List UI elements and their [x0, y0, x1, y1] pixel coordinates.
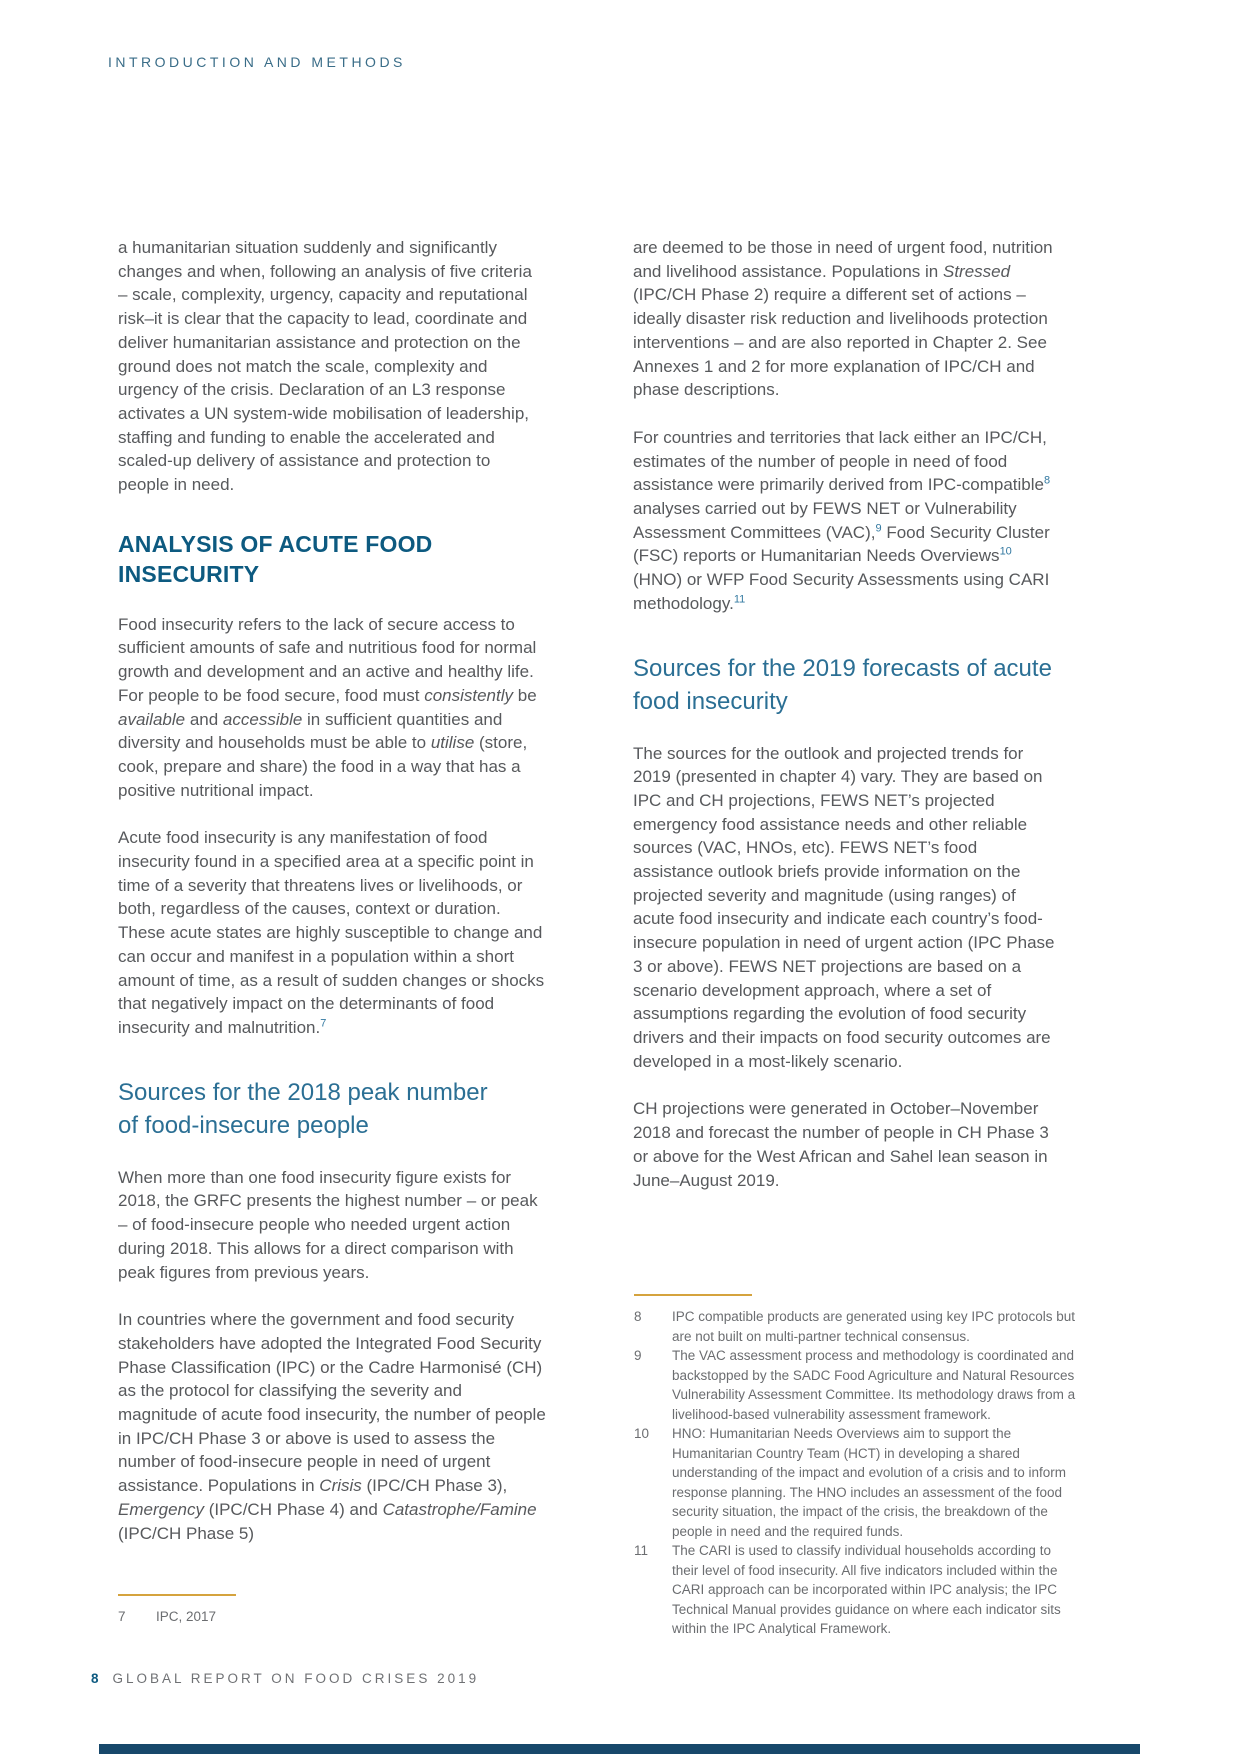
right-column: [633, 236, 1061, 1192]
text-run: are deemed to be those in need of urgent food, nutrition and livelihood assistance. Populations in: [633, 238, 1053, 281]
text-run: utilise: [430, 733, 475, 753]
text-run: (IPC/CH Phase 2) require a different set of actions –ideally disaster risk reduction and livelihoods protection interventions – and are also reported in Chapter 2. See Annexes 1 and 2 for more explanation of IPC/CH and phase descriptions.: [633, 285, 1048, 400]
footnote: [634, 1541, 1076, 1639]
footnote-divider: [118, 1594, 236, 1596]
text-run: INSECURITY: [118, 560, 260, 587]
text-run: of food-insecure people: [118, 1111, 369, 1139]
report-title: GLOBAL REPORT ON FOOD CRISES 2019: [112, 1671, 480, 1686]
footnotes-right: [634, 1294, 1076, 1639]
text-run: (store, cook, prepare and share) the food in a way that has a positive nutritional impact.: [118, 733, 528, 800]
text-run: Food Security Cluster (FSC) reports or Humanitarian Needs Overviews: [633, 522, 1050, 566]
text-run: In countries where the government and food security stakeholders have adopted the Integrated Food Security Phase Classification (IPC) or the Cadre Harmonisé (CH) as the protocol for classifying the severity and magnitude of acute food insecurity, the number of people in IPC/CH Phase 3 or above is used to assess the number of food-insecure people in need of urgent assistance. Populations in: [118, 1310, 546, 1496]
footnote-number: 7: [118, 1609, 126, 1624]
footnote-text: HNO: Humanitarian Needs Overviews aim to support the Humanitarian Country Team (HCT) in developing a shared understanding of the impact and evolution of a crisis and to inform response planning. The HNO includes an assessment of the food security situation, the impact of the crisis, the breakdown of the people in need and the required funds.: [672, 1426, 1066, 1539]
body-paragraph: [118, 236, 546, 497]
text-run: Acute food insecurity is any manifestation of food insecurity found in a specified area at a specific point in time of a severity that threatens lives or livelihoods, or both, regardless of the causes, context or duration. These acute states are highly susceptible to change and can occur and manifest in a population within a short amount of time, as a result of sudden changes or shocks that negatively impact on the determinants of food insecurity and malnutrition.: [118, 828, 545, 1037]
footnote: [118, 1607, 546, 1627]
body-paragraph: [118, 826, 546, 1039]
body-paragraph: [633, 426, 1061, 616]
text-run: (HNO) or WFP Food Security Assessments using CARI methodology.: [633, 570, 1050, 613]
footnote-list: [118, 1607, 546, 1627]
section-kicker: INTRODUCTION AND METHODS: [108, 54, 406, 70]
text-run: CH projections were generated in October–November 2018 and forecast the number of people in CH Phase 3 or above for the West African and Sahel lean season in June–August 2019.: [633, 1099, 1049, 1190]
text-run: a humanitarian situation suddenly and significantly changes and when, following an analysis of five criteria – scale, complexity, urgency, capacity and reputational risk–it is clear that the capacity to lead, coordinate and deliver humanitarian assistance and protection on the ground does not match the scale, complexity and urgency of the crisis. Declaration of an L3 response activates a UN system-wide mobilisation of leadership, staffing and funding to enable the accelerated and scaled-up delivery of assistance and protection to people in need.: [118, 238, 532, 495]
text-run: Food insecurity refers to the lack of secure access to sufficient amounts of safe and nutritious food for normal growth and development and an active and healthy life. For people to be food secure, food must: [118, 614, 537, 705]
footnote-text: The VAC assessment process and methodology is coordinated and backstopped by the SADC Food Agriculture and Natural Resources Vulnerability Assessment Committee. Its methodology draws from a livelihood-based vulnerability assessment framework.: [672, 1348, 1076, 1422]
text-run: (IPC/CH Phase 5): [118, 1523, 255, 1543]
text-run: The sources for the outlook and projected trends for 2019 (presented in chapter 4) vary. They are based on IPC and CH projections, FEWS NET’s projected emergency food assistance needs and other reliable sources (VAC, HNOs, etc). FEWS NET’s food assistance outlook briefs provide information on the projected severity and magnitude (using ranges) of acute food insecurity and indicate each country’s food-insecure population in need of urgent action (IPC Phase 3 or above). FEWS NET projections are based on a scenario development approach, where a set of assumptions regarding the evolution of food security drivers and their impacts on food security outcomes are developed in a most-likely scenario.: [633, 743, 1055, 1071]
text-run: Crisis: [319, 1476, 362, 1496]
footnote-text: The CARI is used to classify individual households according to their level of food insecurity. All five indicators included within the CARI approach can be incorporated within IPC analysis; the IPC Technical Manual provides guidance on where each indicator sits within the IPC Analytical Framework.: [672, 1543, 1061, 1636]
text-run: For countries and territories that lack either an IPC/CH, estimates of the number of people in need of food assistance were primarily derived from IPC-compatible: [633, 427, 1047, 495]
text-run: and: [185, 709, 223, 729]
footnote-number: 10: [634, 1426, 650, 1441]
text-run: Sources for the 2018 peak number: [118, 1078, 488, 1106]
text-run: consistently: [424, 685, 514, 705]
footnote-list: [634, 1307, 1076, 1639]
text-run: Sources for the 2019 forecasts of acute: [633, 654, 1052, 682]
body-paragraph: [633, 1097, 1061, 1192]
text-run: available: [118, 709, 186, 729]
text-run: Emergency: [118, 1499, 204, 1519]
text-run: (IPC/CH Phase 3),: [361, 1476, 508, 1496]
footnote-number: 8: [634, 1309, 642, 1324]
body-paragraph: [633, 236, 1061, 402]
body-paragraph: [118, 1308, 546, 1545]
footnote: [634, 1346, 1076, 1424]
body-paragraph: [118, 613, 546, 803]
text-run: Catastrophe/Famine: [382, 1499, 537, 1519]
footnote-ref: 9: [875, 522, 882, 535]
footnote-number: 9: [634, 1348, 642, 1363]
footnote-divider: [634, 1294, 752, 1296]
footnote: [634, 1424, 1076, 1541]
text-run: food insecurity: [633, 687, 788, 715]
page-footer: [91, 1671, 479, 1686]
footnote-text: IPC compatible products are generated using key IPC protocols but are not built on multi-partner technical consensus.: [672, 1309, 1075, 1344]
footnote-ref: 8: [1043, 474, 1051, 487]
footnote-text: IPC, 2017: [156, 1609, 217, 1624]
text-run: (IPC/CH Phase 4) and: [203, 1499, 383, 1519]
footnote: [634, 1307, 1076, 1346]
text-run: ANALYSIS OF ACUTE FOOD: [118, 530, 433, 557]
body-paragraph: [118, 1166, 546, 1285]
text-run: Stressed: [942, 261, 1011, 281]
text-run: When more than one food insecurity figure exists for 2018, the GRFC presents the highest number – or peak – of food-insecure people who needed urgent action during 2018. This allows for a direct comparison with peak figures from previous years.: [118, 1167, 538, 1282]
left-column: [118, 236, 546, 1545]
footnote-ref: 10: [999, 545, 1012, 558]
bottom-accent-bar: [99, 1744, 1140, 1754]
text-run: be: [513, 685, 537, 705]
subsection-heading: [118, 1076, 546, 1142]
section-heading: [118, 529, 546, 589]
text-run: analyses carried out by FEWS NET or Vulnerability Assessment Committees (VAC),: [633, 499, 1017, 542]
subsection-heading: [633, 652, 1061, 718]
footnote-number: 11: [634, 1543, 649, 1558]
text-run: accessible: [222, 709, 303, 729]
footnotes-left: [118, 1594, 546, 1627]
page-number: 8: [91, 1671, 99, 1686]
footnote-ref: 7: [320, 1017, 327, 1030]
body-paragraph: [633, 742, 1061, 1074]
footnote-ref: 11: [733, 593, 746, 606]
text-run: in sufficient quantities and diversity and households must be able to: [118, 709, 503, 753]
